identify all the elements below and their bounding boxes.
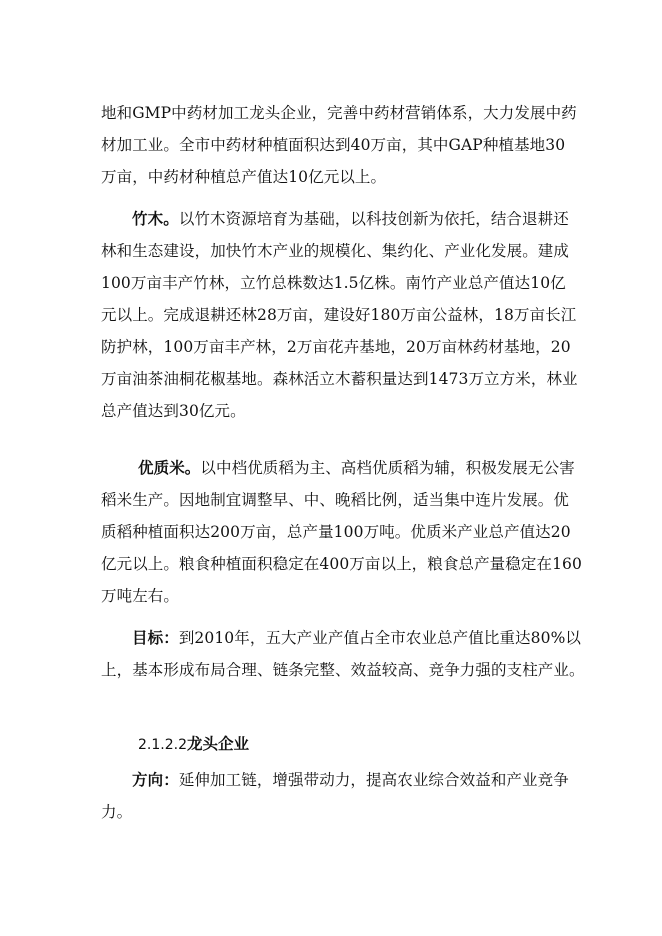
text-line: 稻米生产。因地制宜调整早、中、晚稻比例，适当集中连片发展。优 [101,491,570,509]
text-line: 质稻种植面积达200万亩，总产量100万吨。优质米产业总产值达20 [101,523,571,541]
text-line [101,203,581,235]
paragraph-bamboo [101,203,581,427]
text-line: 防护林，100万亩丰产林，2万亩花卉基地，20万亩林药材基地，20 [101,338,571,356]
text-line: 地和GMP中药材加工龙头企业，完善中药材营销体系，大力发展中药 [101,104,577,122]
text-line: 元以上。完成退耕还林28万亩，建设好180万亩公益林，18万亩长江 [101,306,577,324]
paragraph-herbs [101,97,581,193]
paragraph-lead: 方向： [132,771,179,789]
text-line [101,764,581,796]
paragraph-direction [101,764,581,828]
paragraph-goal [101,622,585,686]
section-heading [138,730,249,759]
text-run: 以竹木资源培育为基础，以科技创新为依托，结合退耕还 [178,210,569,228]
section-title: 龙头企业 [186,735,249,753]
text-line: 力。 [101,803,133,821]
text-line: 万吨左右。 [101,587,180,605]
text-line: 总产值达到30亿元。 [101,402,246,420]
text-run: 以中档优质稻为主、高档优质稻为辅，积极发展无公害 [200,459,575,477]
paragraph-lead: 竹木。 [132,210,179,228]
text-line: 材加工业。全市中药材种植面积达到40万亩，其中GAP种植基地30 [101,136,566,154]
paragraph-rice [101,452,581,612]
text-line [101,452,581,484]
section-number: 2.1.2.2 [138,737,187,753]
text-line: 上，基本形成布局合理、链条完整、效益较高、竞争力强的支柱产业。 [101,661,585,679]
paragraph-lead: 目标： [132,629,179,647]
text-line [101,622,581,654]
text-line: 林和生态建设，加快竹木产业的规模化、集约化、产业化发展。建成 [101,242,570,260]
paragraph-lead: 优质米。 [138,459,201,477]
text-run: 延伸加工链，增强带动力，提高农业综合效益和产业竞争 [178,771,569,789]
text-line: 亿元以上。粮食种植面积稳定在400万亩以上，粮食总产量稳定在160 [101,555,582,573]
text-line: 万亩，中药材种植总产值达10亿元以上。 [101,168,387,186]
text-line: 万亩油茶油桐花椒基地。森林活立木蓄积量达到1473万立方米，林业 [101,370,578,388]
text-line: 100万亩丰产竹林，立竹总株数达1.5亿株。南竹产业总产值达10亿 [101,274,566,292]
text-run: 到2010年，五大产业产值占全市农业总产值比重达80%以 [178,629,582,647]
